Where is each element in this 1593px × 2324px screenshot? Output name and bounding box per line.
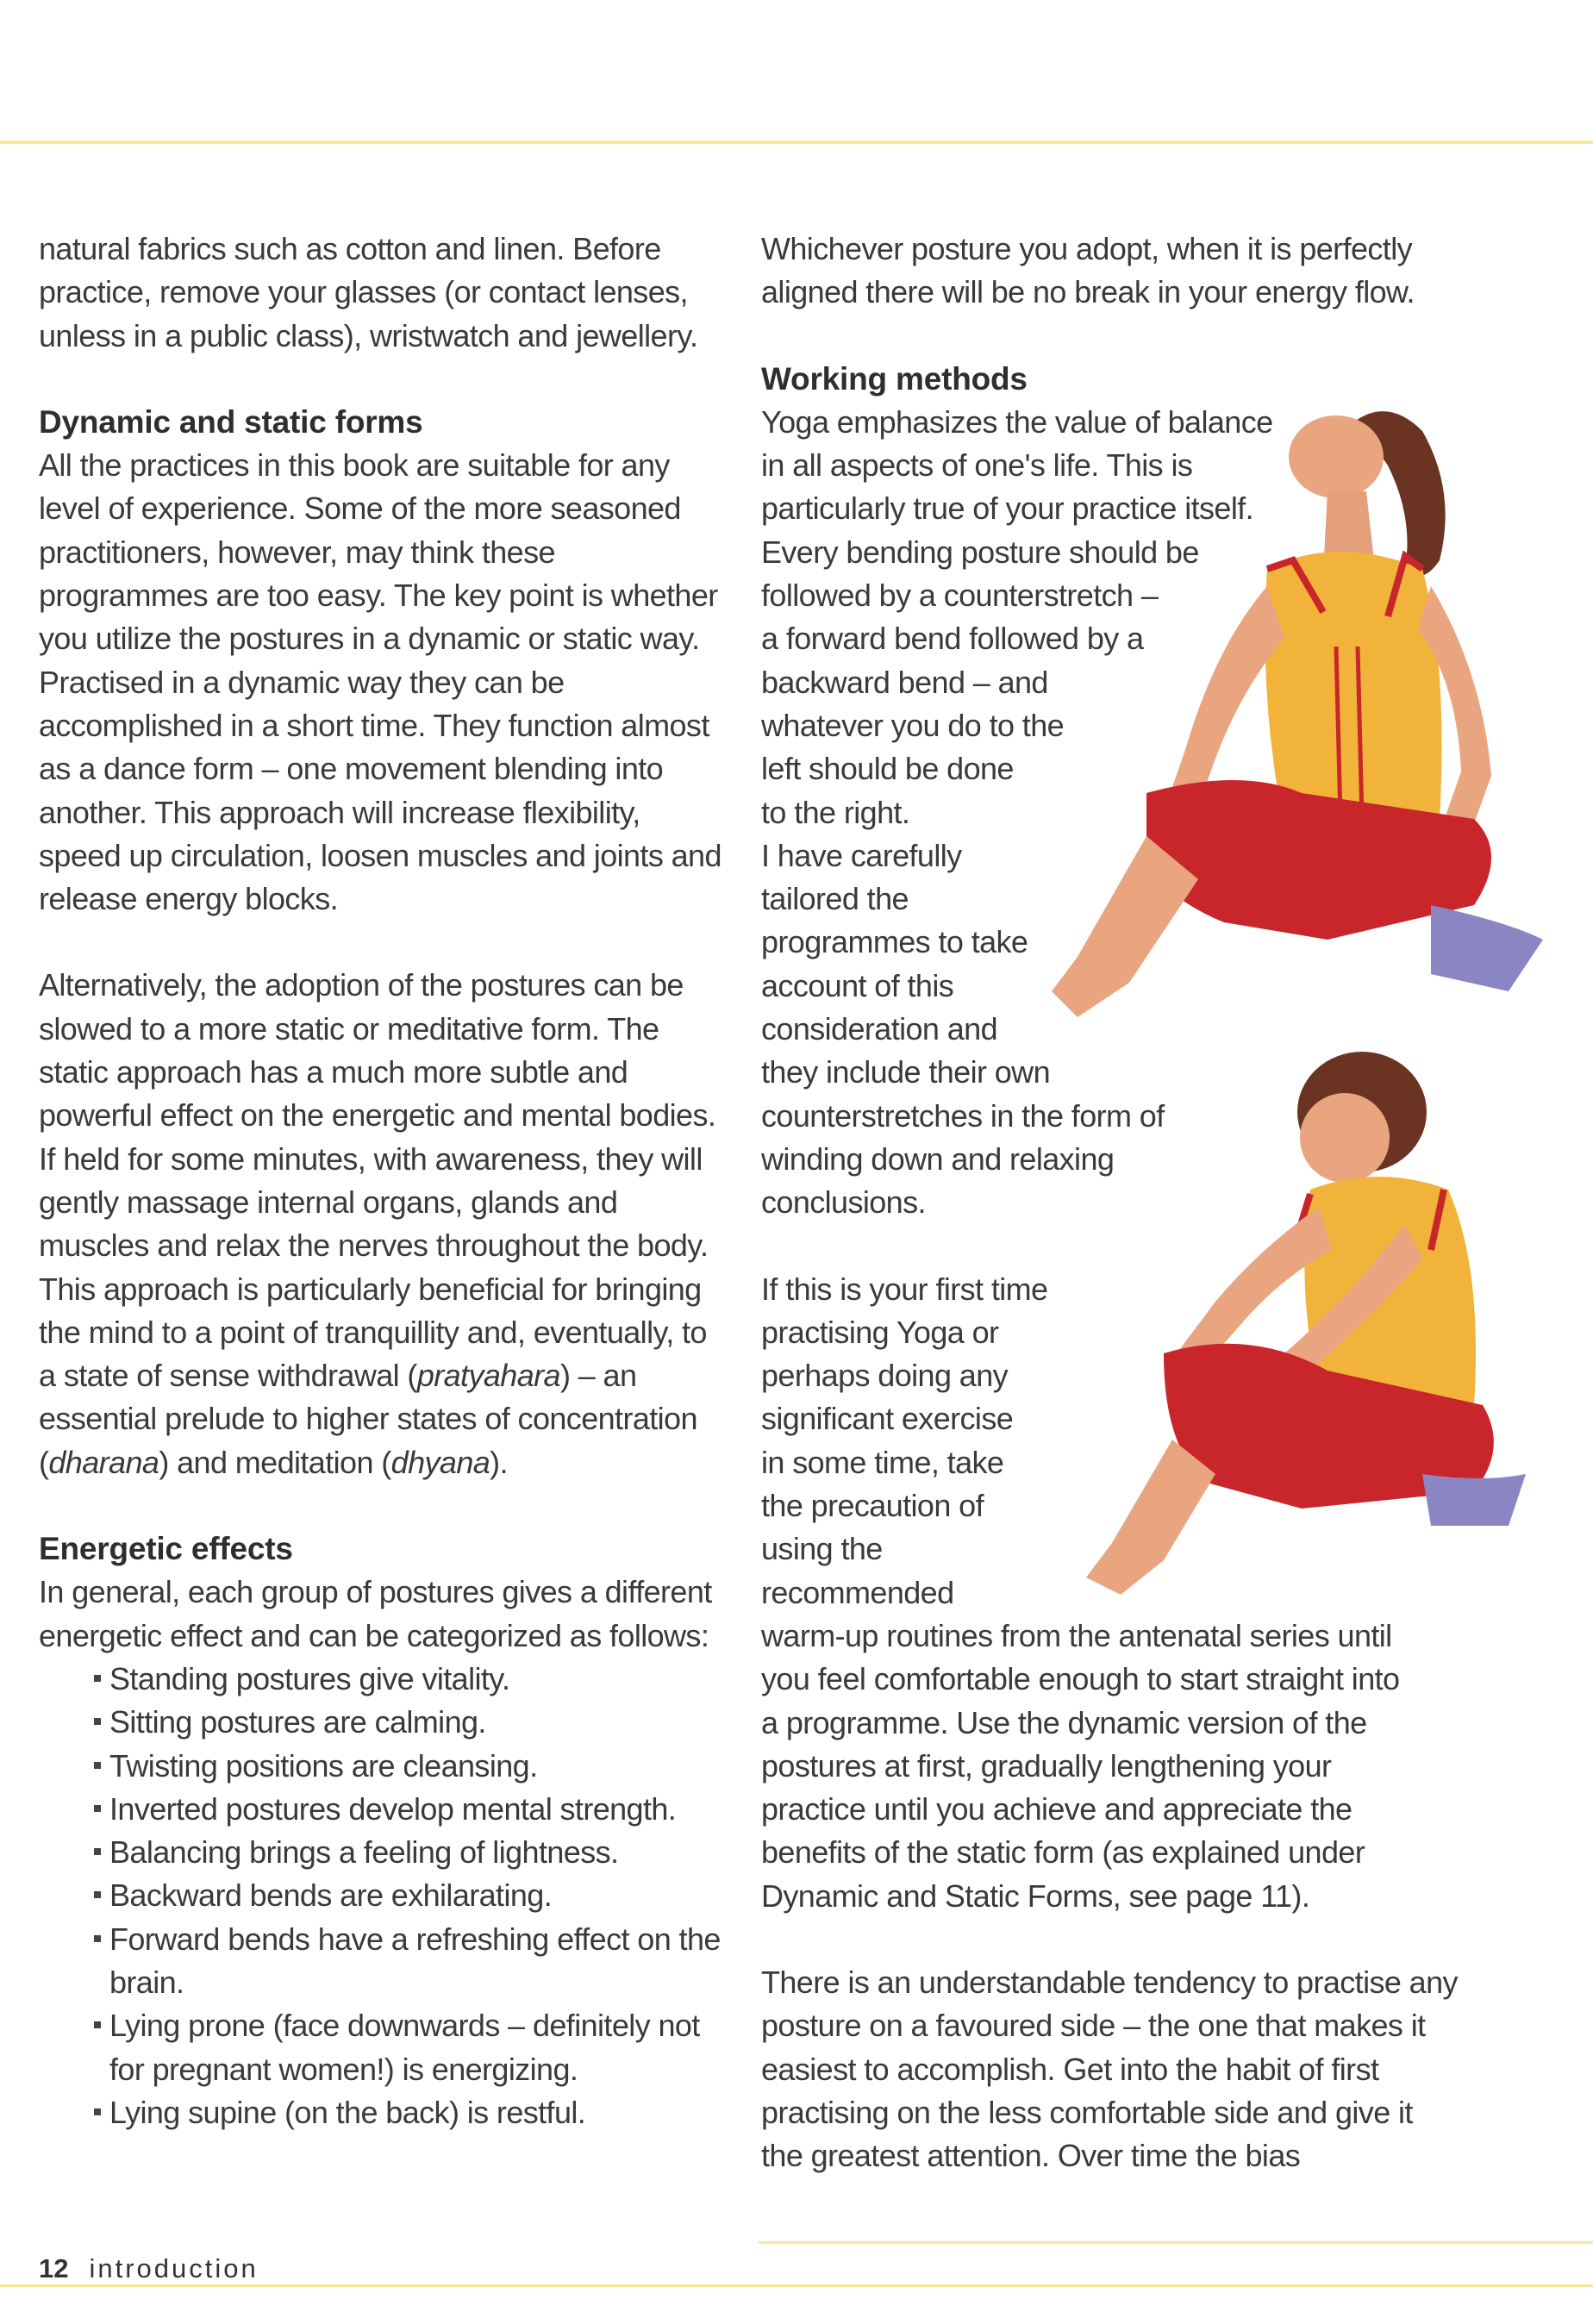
list-item: Standing postures give vitality. (92, 1658, 728, 1701)
list-item: Twisting positions are cleansing. (92, 1745, 728, 1788)
intro-paragraph: natural fabrics such as cotton and linen. Before practice, remove your glasses (or contact lenses, unless in a public class), wristwatch and jewellery. (39, 231, 698, 353)
bottom-right-rule (759, 2241, 1593, 2244)
section-name: introduction (89, 2253, 259, 2283)
dynamic-static-paragraph: All the practices in this book are suitable for any level of experience. Some of the more seasoned practitioners, however, may think these programmes are too easy. The key point is whether you utilize the postures in a dynamic or static way. Practised in a dynamic way they can be accomplished in a short time. They function almost as a dance form – one movement blending into another. This approach will increase flexibility, speed up circulation, loosen muscles and joints and release energy blocks. (39, 447, 722, 917)
yoga-photo-forward-bend (1000, 1043, 1534, 1612)
top-rule (0, 141, 1593, 144)
list-item: Lying supine (on the back) is restful. (92, 2091, 728, 2134)
tendency-paragraph: There is an understandable tendency to practise any posture on a favoured side – the one that makes it easiest to accomplish. Get into the habit of first practising on the less comfortable side and give it the greatest attention. Over time the bias (761, 1964, 1458, 2174)
list-item: Forward bends have a refreshing effect on the brain. (92, 1918, 728, 2005)
dynamic-static-heading: Dynamic and static forms (39, 403, 423, 440)
list-item: Inverted postures develop mental strength. (92, 1788, 728, 1831)
alternative-paragraph: Alternatively, the adoption of the postures can be slowed to a more static or meditative form. The static approach has a much more subtle and powerful effect on the energetic and mental bodies. If held for some minutes, with awareness, they will gently massage internal organs, glands and muscles and relax the nerves throughout the body. This approach is particularly beneficial for bringing the mind to a point of tranquillity and, eventually, to a state of sense withdrawal (pratyahara) – an essential prelude to higher states of concentration (dharana) and meditation (dhyana). (39, 967, 716, 1480)
bottom-rule (0, 2284, 1593, 2287)
first-time-paragraph: If this is your first time practising Yoga or perhaps doing any significant exercise in some time, take the precaution of using the recommended warm-up routines from the antenatal series until you feel comfortable enough to start straight into a programme. Use the dynamic version of the postures at first, gradually lengthening your practice until you achieve and appreciate the benefits of the static form (as explained under Dynamic and Static Forms, see page 11). (761, 1271, 1400, 1914)
energetic-effects-heading: Energetic effects (39, 1531, 293, 1567)
working-methods-heading: Working methods (761, 360, 1028, 397)
head-shape (1300, 1093, 1390, 1183)
list-item: Lying prone (face downwards – definitely not for pregnant women!) is energizing. (92, 2004, 728, 2091)
page-number: 12 (39, 2253, 69, 2283)
list-item: Balancing brings a feeling of lightness. (92, 1831, 728, 1874)
alignment-paragraph: Whichever posture you adopt, when it is perfectly aligned there will be no break in your energy flow. (761, 231, 1415, 310)
term-dhyana: dhyana (390, 1444, 490, 1480)
energetic-effects-intro: In general, each group of postures gives a different energetic effect and can be categorized as follows: (39, 1574, 712, 1653)
working-methods-paragraph: Yoga emphasizes the value of balance in all aspects of one's life. This is particularly true of your practice itself. Every bending posture should be followed by a counterstretch – a forward bend followed by a backward bend – and whatever you do to the left should be done to the right. I have carefully tailored the programmes to take account of this consideration and they include their own counterstretches in the form of winding down and relaxing conclusions. (761, 403, 1273, 1221)
left-column (39, 228, 728, 2134)
page-footer (39, 2253, 259, 2284)
energetic-effects-list (39, 1658, 728, 2134)
term-pratyahara: pratyahara (416, 1358, 560, 1394)
head-shape (1289, 415, 1384, 573)
list-item: Sitting postures are calming. (92, 1701, 728, 1744)
yoga-photo-backbend (1026, 388, 1560, 1060)
torso-top-shape (1265, 552, 1442, 828)
term-dharana: dharana (48, 1444, 159, 1480)
list-item: Backward bends are exhilarating. (92, 1874, 728, 1917)
